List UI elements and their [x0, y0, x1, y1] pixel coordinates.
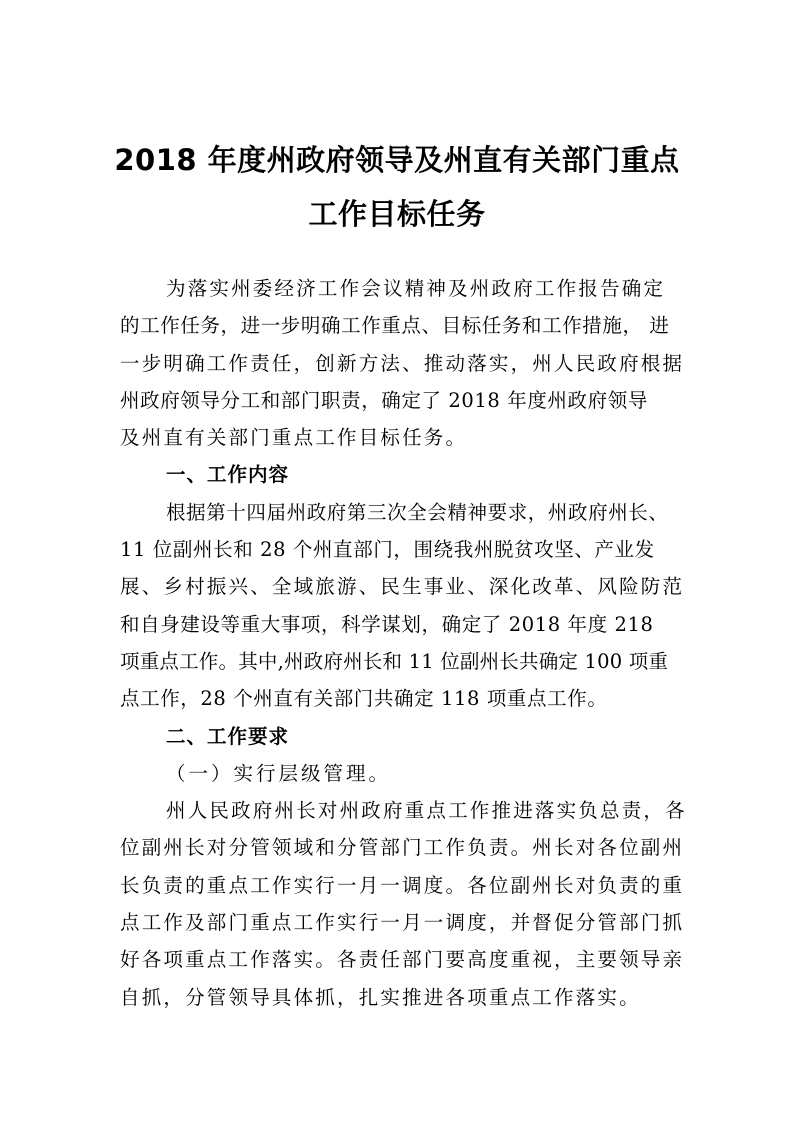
subsection-1-line: 州人民政府州长对州政府重点工作推进落实负总责，各	[166, 799, 687, 823]
intro-line: 的工作任务，进一步明确工作重点、目标任务和工作措施， 进	[120, 314, 670, 338]
subsection-1-line: 长负责的重点工作实行一月一调度。各位副州长对负责的重	[120, 873, 685, 897]
intro-line: 一步明确工作责任，创新方法、推动落实，州人民政府根据	[120, 351, 685, 375]
subsection-1-line: 点工作及部门重点工作实行一月一调度，并督促分管部门抓	[120, 911, 685, 935]
section-1-heading: 一、工作内容	[166, 463, 290, 487]
section-1-line: 根据第十四届州政府第三次全会精神要求，州政府州长、	[166, 500, 669, 524]
section-1-line: 项重点工作。其中,州政府州长和 11 位副州长共确定 100 项重	[120, 649, 669, 673]
section-1-line: 和自身建设等重大事项，科学谋划，确定了 2018 年度 218	[120, 612, 654, 636]
document-title-line-1: 2018 年度州政府领导及州直有关部门重点	[114, 143, 680, 177]
intro-line: 及州直有关部门重点工作目标任务。	[120, 426, 468, 450]
document-title-line-2: 工作目标任务	[308, 197, 486, 231]
section-1-line: 展、乡村振兴、全域旅游、民生事业、深化改革、风险防范	[120, 575, 685, 599]
section-2-heading: 二、工作要求	[166, 724, 290, 748]
document-body	[120, 270, 692, 1016]
subsection-1-heading: （一）实行层级管理。	[166, 761, 392, 785]
intro-line: 州政府领导分工和部门职责，确定了 2018 年度州政府领导	[120, 388, 648, 412]
section-1-line: 点工作，28 个州直有关部门共确定 118 项重点工作。	[120, 687, 608, 711]
intro-line: 为落实州委经济工作会议精神及州政府工作报告确定	[166, 277, 666, 300]
subsection-1-line: 自抓，分管领导具体抓，扎实推进各项重点工作落实。	[120, 985, 641, 1009]
subsection-1-line: 位副州长对分管领域和分管部门工作负责。州长对各位副州	[120, 836, 685, 860]
section-1-line: 11 位副州长和 28 个州直部门，围绕我州脱贫攻坚、产业发	[120, 538, 655, 562]
subsection-1-line: 好各项重点工作落实。各责任部门要高度重视，主要领导亲	[120, 948, 685, 972]
